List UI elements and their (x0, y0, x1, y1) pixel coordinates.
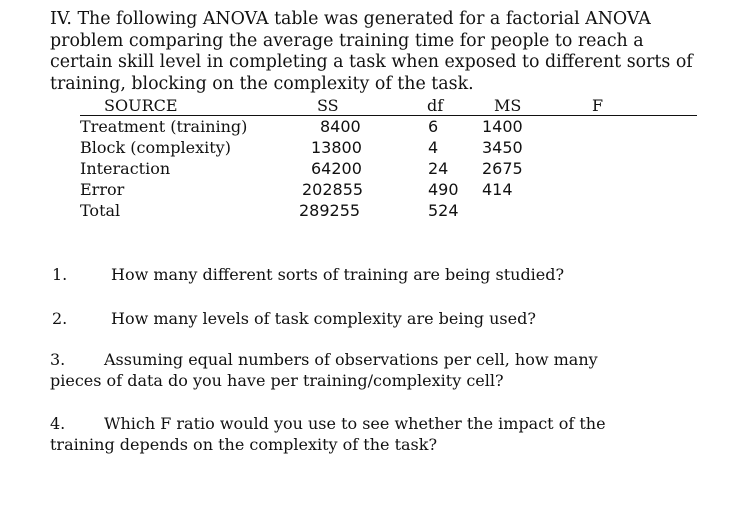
row-df: 6 (428, 117, 439, 136)
row-ms: 414 (482, 180, 513, 199)
row-source: Treatment (training) (80, 117, 248, 136)
row-ms: 1400 (482, 117, 523, 136)
intro-line: training, blocking on the complexity of the task. (50, 73, 474, 94)
header-df: df (427, 96, 444, 115)
question-number: 2. (52, 309, 68, 328)
header-source: SOURCE (104, 96, 178, 115)
row-ms: 3450 (482, 138, 523, 157)
row-source: Interaction (80, 159, 171, 178)
question-number: 1. (52, 265, 68, 284)
row-ss: 13800 (311, 138, 362, 157)
question-number: 4. (50, 414, 66, 433)
row-df: 24 (428, 159, 449, 178)
question-text: Assuming equal numbers of observations per cell, how many (104, 350, 598, 369)
row-ss: 64200 (311, 159, 362, 178)
row-source: Total (80, 201, 121, 220)
header-rule (80, 115, 697, 116)
question-continuation: pieces of data do you have per training/complexity cell? (50, 371, 504, 390)
header-ms: MS (494, 96, 522, 115)
question-text: How many different sorts of training are being studied? (111, 265, 565, 284)
row-source: Error (80, 180, 125, 199)
problem-intro (50, 9, 700, 95)
question-text: Which F ratio would you use to see whether the impact of the (104, 414, 606, 433)
row-df: 4 (428, 138, 439, 157)
intro-line: certain skill level in completing a task when exposed to different sorts of (50, 52, 693, 72)
header-f: F (592, 96, 604, 115)
row-ss: 8400 (320, 117, 361, 136)
row-source: Block (complexity) (80, 138, 231, 157)
header-ss: SS (317, 96, 339, 115)
row-ss: 289255 (299, 201, 361, 220)
intro-line: IV. The following ANOVA table was generated for a factorial ANOVA (50, 9, 651, 29)
row-df: 524 (428, 201, 459, 220)
question-text: How many levels of task complexity are being used? (111, 309, 536, 328)
row-df: 490 (428, 180, 459, 199)
question-continuation: training depends on the complexity of the task? (50, 435, 438, 454)
intro-line: problem comparing the average training time for people to reach a (50, 30, 644, 51)
row-ss: 202855 (302, 180, 364, 199)
row-ms: 2675 (482, 159, 523, 178)
question-number: 3. (50, 350, 66, 369)
